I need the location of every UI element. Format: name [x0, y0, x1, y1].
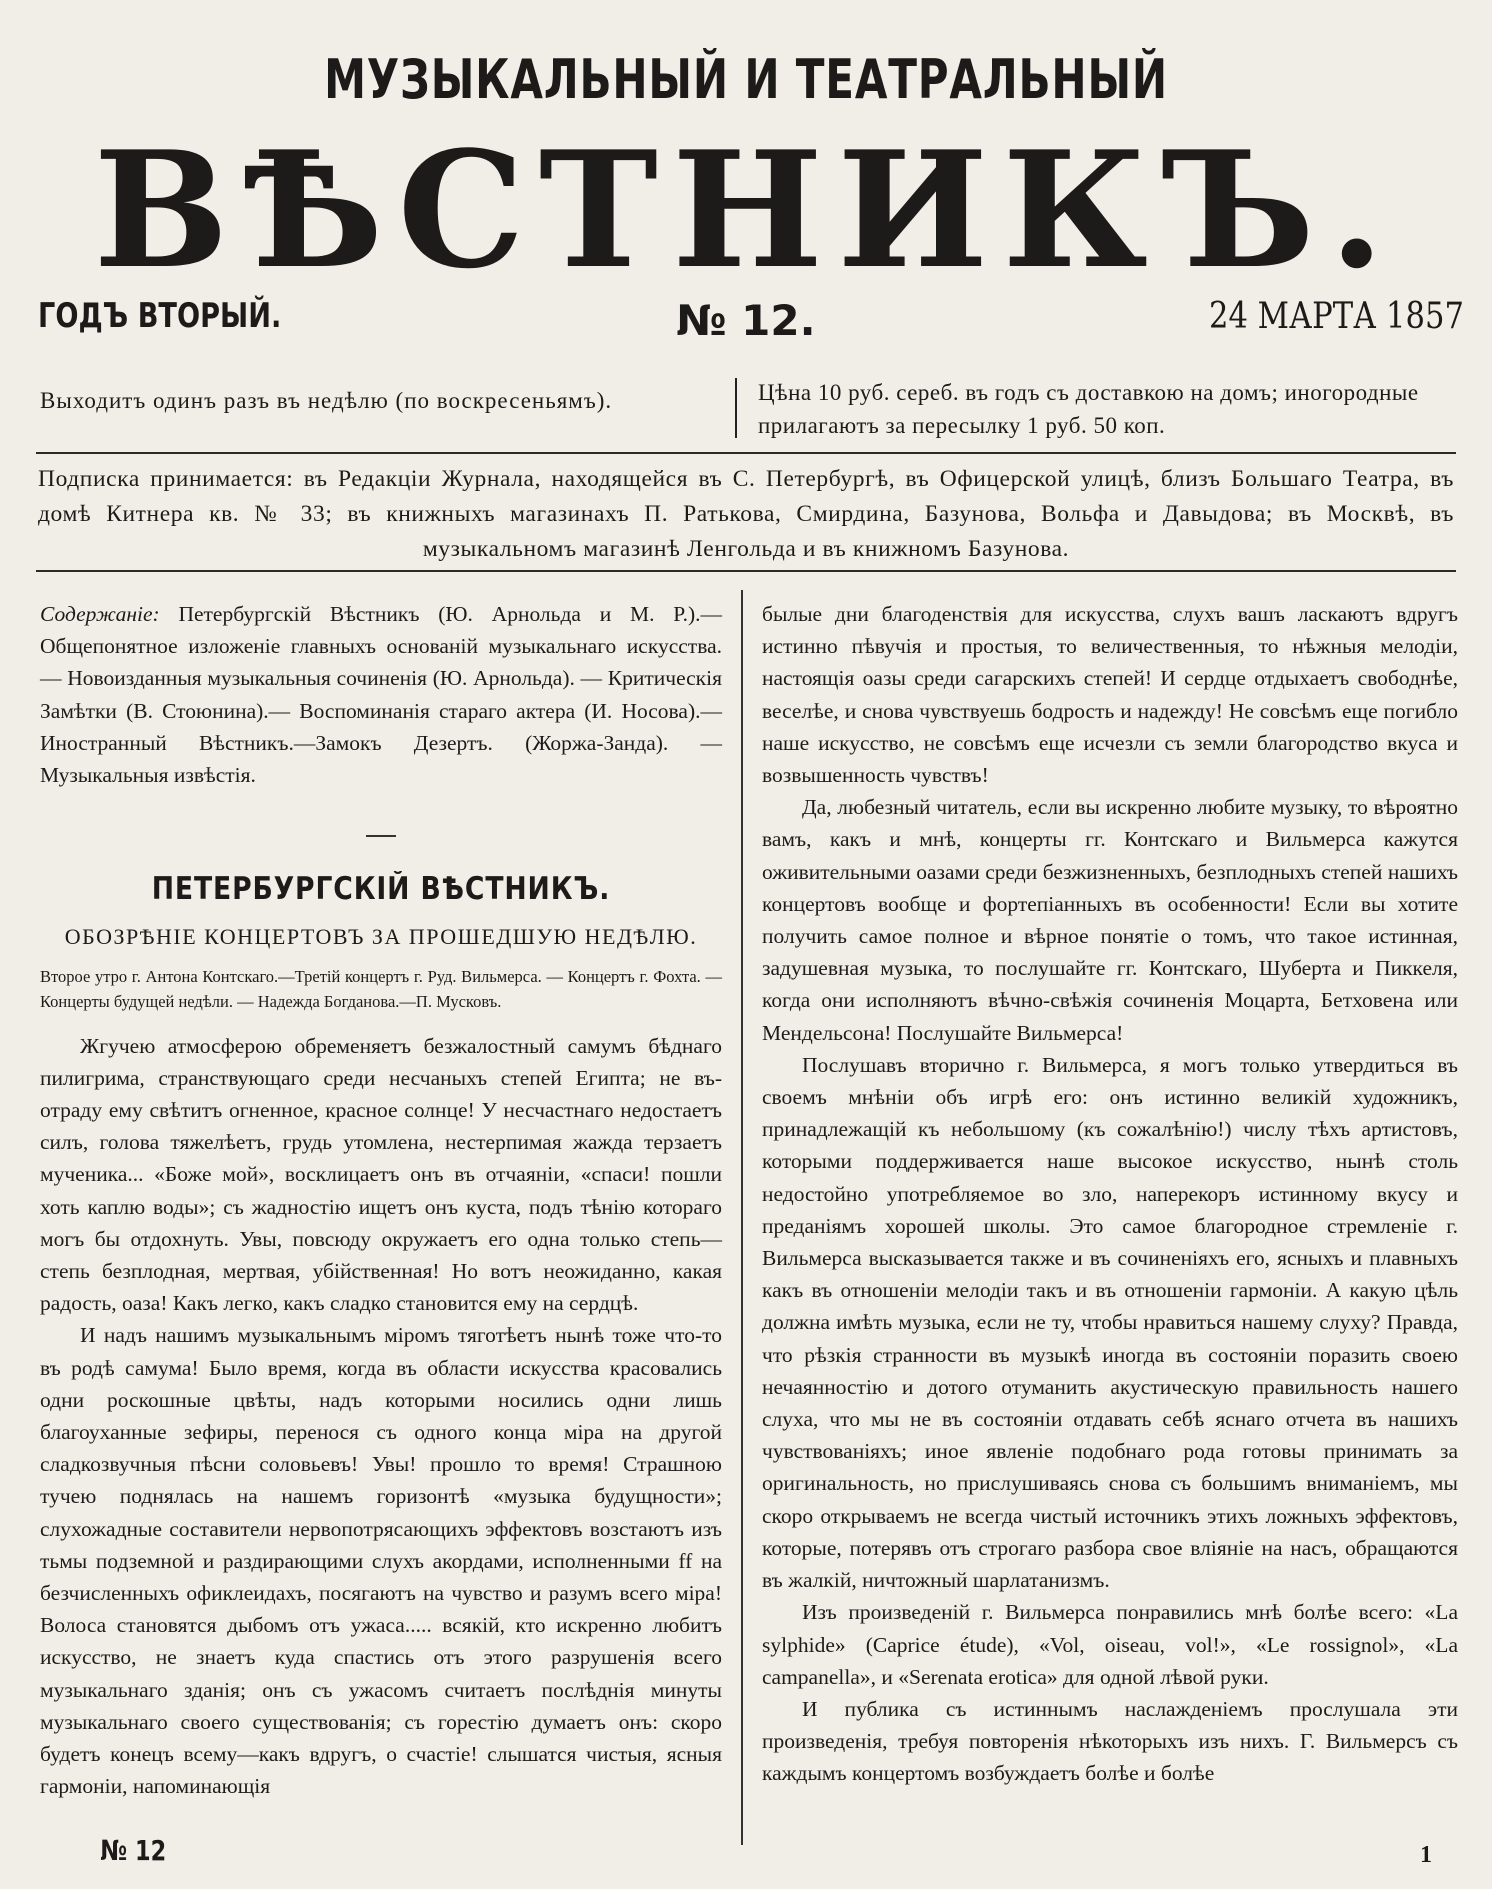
section-subtitle: ОБОЗРѢНІЕ КОНЦЕРТОВЪ ЗА ПРОШЕДШУЮ НЕДѢЛЮ.: [64, 924, 698, 950]
contents-label: Содержаніе:: [40, 602, 160, 626]
column-divider: [741, 590, 743, 1845]
horizontal-rule: [36, 452, 1456, 454]
issue-number: № 12.: [676, 296, 816, 345]
footer-issue-mark: № 12: [100, 1834, 167, 1867]
subscription-info: Подписка принимается: въ Редакціи Журнала, находящейся въ С. Петербургѣ, въ Офицерской улицѣ, близъ Большаго Театра, въ домѣ Китнера кв. № 33; въ книжныхъ магазинахъ П. Ратькова, Смирдина, Базунова, Вольфа и Давыдова; въ Москвѣ, въ музыкальномъ магазинѣ Ленгольда и въ книжномъ Базунова.: [38, 466, 1454, 562]
paragraph: былые дни благоденствія для искусства, слухъ вашъ ласкаютъ вдругъ истинно пѣвучія и простыя, то величественныя, то нѣжныя мелодіи, настоящія оазы среди сагарскихъ степей! И сердце отдыхаетъ свободнѣе, веселѣе, и снова чувствуешь бодрость и надежду! Не совсѣмъ еще погибло наше искусство, не совсѣмъ еще исчезли съ земли благородство вкуса и возвышенность чувствъ!: [762, 602, 1458, 788]
issue-year: ГОДЪ ВТОРЫЙ.: [38, 296, 282, 336]
paragraph: Послушавъ вторично г. Вильмерса, я могъ только утвердиться въ своемъ мнѣніи объ игрѣ его: онъ истинно великій художникъ, принадлежащій къ небольшому (къ сожалѣнію!) числу тѣхъ артистовъ, которыми поддерживается наше высокое искусство, нынѣ столь недостойно употребляемое во зло, наперекоръ истинному вкусу и преданіямъ хорошей школы. Это самое благородное стремленіе г. Вильмерса высказывается также и въ сочиненіяхъ его, ясныхъ и плавныхъ какъ въ отношеніи мелодіи такъ и въ отношеніи гармоніи. А какую цѣль должна имѣть музыка, если не ту, чтобы нравиться нашему слуху? Правда, что рѣзкія странности въ музыкѣ иногда въ состояніи поразить своею нечаянностію и дотого отуманить акустическую правильность нашего слуха, что мы не въ состояніи отдавать себѣ яснаго отчета въ нашихъ чувствованіяхъ; иное явленіе подобнаго рода готовы принимать за оригинальность, но прислушиваясь снова съ большимъ вниманіемъ, мы скоро открываемъ не всегда чистый источникъ этихъ ложныхъ эффектовъ, которые, потерявъ отъ строгаго разбора свое вліяніе на насъ, обращаются въ жалкій, ничтожный шарлатанизмъ.: [762, 1052, 1458, 1593]
paragraph: И публика съ истиннымъ наслажденіемъ прослушала эти произведенія, требуя повторенія нѣкоторыхъ изъ нихъ. Г. Вильмерсъ съ каждымъ концертомъ возбуждаетъ болѣе и болѣе: [762, 1696, 1458, 1786]
publication-price: Цѣна 10 руб. сереб. въ годъ съ доставкою на домъ; иногородные прилагаютъ за пересылку 1 руб. 50 коп.: [758, 380, 1419, 438]
paragraph: Да, любезный читатель, если вы искренно любите музыку, то вѣроятно вамъ, какъ и мнѣ, концерты гг. Контскаго и Вильмерса кажутся оживительными оазами среди безжизненныхъ, безплодныхъ степей нашихъ концертовъ вообще и фортепіанныхъ въ особенности! Если вы хотите получить самое полное и вѣрное понятіе о томъ, что такое истинная, задушевная музыка, то послушайте гг. Контскаго, Шуберта и Пиккеля, когда они исполняютъ вѣчно-свѣжія сочиненія Моцарта, Бетховена или Мендельсона! Послушайте Вильмерса!: [762, 795, 1458, 1045]
issue-date: 24 МАРТА 1857: [1209, 296, 1464, 337]
masthead-title: ВѢСТНИКЪ.: [93, 116, 1399, 304]
table-of-contents: [40, 598, 722, 791]
left-column: [40, 598, 722, 1803]
right-column: [762, 598, 1458, 1790]
publication-frequency: Выходитъ одинъ разъ въ недѣлю (по воскресеньямъ).: [40, 388, 613, 413]
section-title: ПЕТЕРБУРГСКІЙ ВѢСТНИКЪ.: [151, 871, 611, 908]
paragraph: Изъ произведеній г. Вильмерса понравились мнѣ болѣе всего: «La sylphide» (Caprice étude), «Vol, oiseau, vol!», «Le rossignol», «La campanella», и «Serenata erotica» для одной лѣвой руки.: [762, 1600, 1458, 1689]
page-number: 1: [1420, 1842, 1432, 1868]
section-description: Второе утро г. Антона Контскаго.—Третій концертъ г. Руд. Вильмерса. — Концертъ г. Фохта. — Концерты будущей недѣли. — Надежда Богданова.—П. Мусковъ.: [40, 966, 722, 1011]
paragraph: И надъ нашимъ музыкальнымъ міромъ тяготѣетъ нынѣ тоже что-то въ родѣ самума! Было время, когда въ области искусства красовались одни роскошные цвѣты, надъ которыми носились одни лишь благоуханные зефиры, перенося съ одного конца міра на другой сладкозвучныя пѣсни соловьевъ! Увы! прошло то время! Страшною тучею поднялась на нашемъ горизонтѣ «музыка будущности»; слухожадные составители нервопотрясающихъ эффектовъ возстаютъ изъ тьмы подземной и раздирающими слухъ акордами, исполненными ff на безчисленныхъ офиклеидахъ, посягаютъ на чувство и разумъ всего міра! Волоса становятся дыбомъ отъ ужаса..... всякій, кто искренно любитъ искусство, не знаетъ куда спастись отъ этого разрушенія всего музыкальнаго зданія; онъ съ ужасомъ считаетъ послѣднія минуты музыкальнаго своего существованія; съ горестію думаетъ онъ: скоро будетъ конецъ всему—какъ вдругъ, о счастіе! слышатся чистыя, ясныя гармоніи, напоминающія: [40, 1323, 722, 1799]
paragraph: Жгучею атмосферою обременяетъ безжалостный самумъ бѣднаго пилигрима, странствующаго среди несчаныхъ степей Египта; не въ-отраду ему свѣтитъ огненное, красное солнце! У несчастнаго недостаетъ силъ, голова тяжелѣетъ, грудь утомлена, нестерпимая жажда терзаетъ мученика... «Боже мой», восклицаетъ онъ въ отчаяніи, «спаси! пошли хоть каплю воды»; съ жадностію ищетъ онъ куста, подъ тѣнію котораго могъ бы отдохнуть. Увы, повсюду окружаетъ его одна только степь—степь безплодная, мертвая, убійственная! Но вотъ неожиданно, какая радость, оаза! Какъ легко, какъ сладко становится ему на сердцѣ.: [40, 1033, 722, 1316]
horizontal-rule: [36, 570, 1456, 572]
contents-text: Петербургскій Вѣстникъ (Ю. Арнольда и М. Р.).— Общепонятное изложеніе главныхъ основаній музыкальнаго искусства. — Новоизданныя музыкальныя сочиненія (Ю. Арнольда). — Критическія Замѣтки (В. Стоюнина).— Воспоминанія стараго актера (И. Носова).—Иностранный Вѣстникъ.—Замокъ Дезертъ. (Жоржа-Занда). — Музыкальныя извѣстія.: [40, 602, 722, 788]
masthead-subtitle: МУЗЫКАЛЬНЫЙ И ТЕАТРАЛЬНЫЙ: [324, 48, 1168, 111]
vertical-divider: [735, 378, 737, 438]
section-separator: [366, 835, 396, 837]
